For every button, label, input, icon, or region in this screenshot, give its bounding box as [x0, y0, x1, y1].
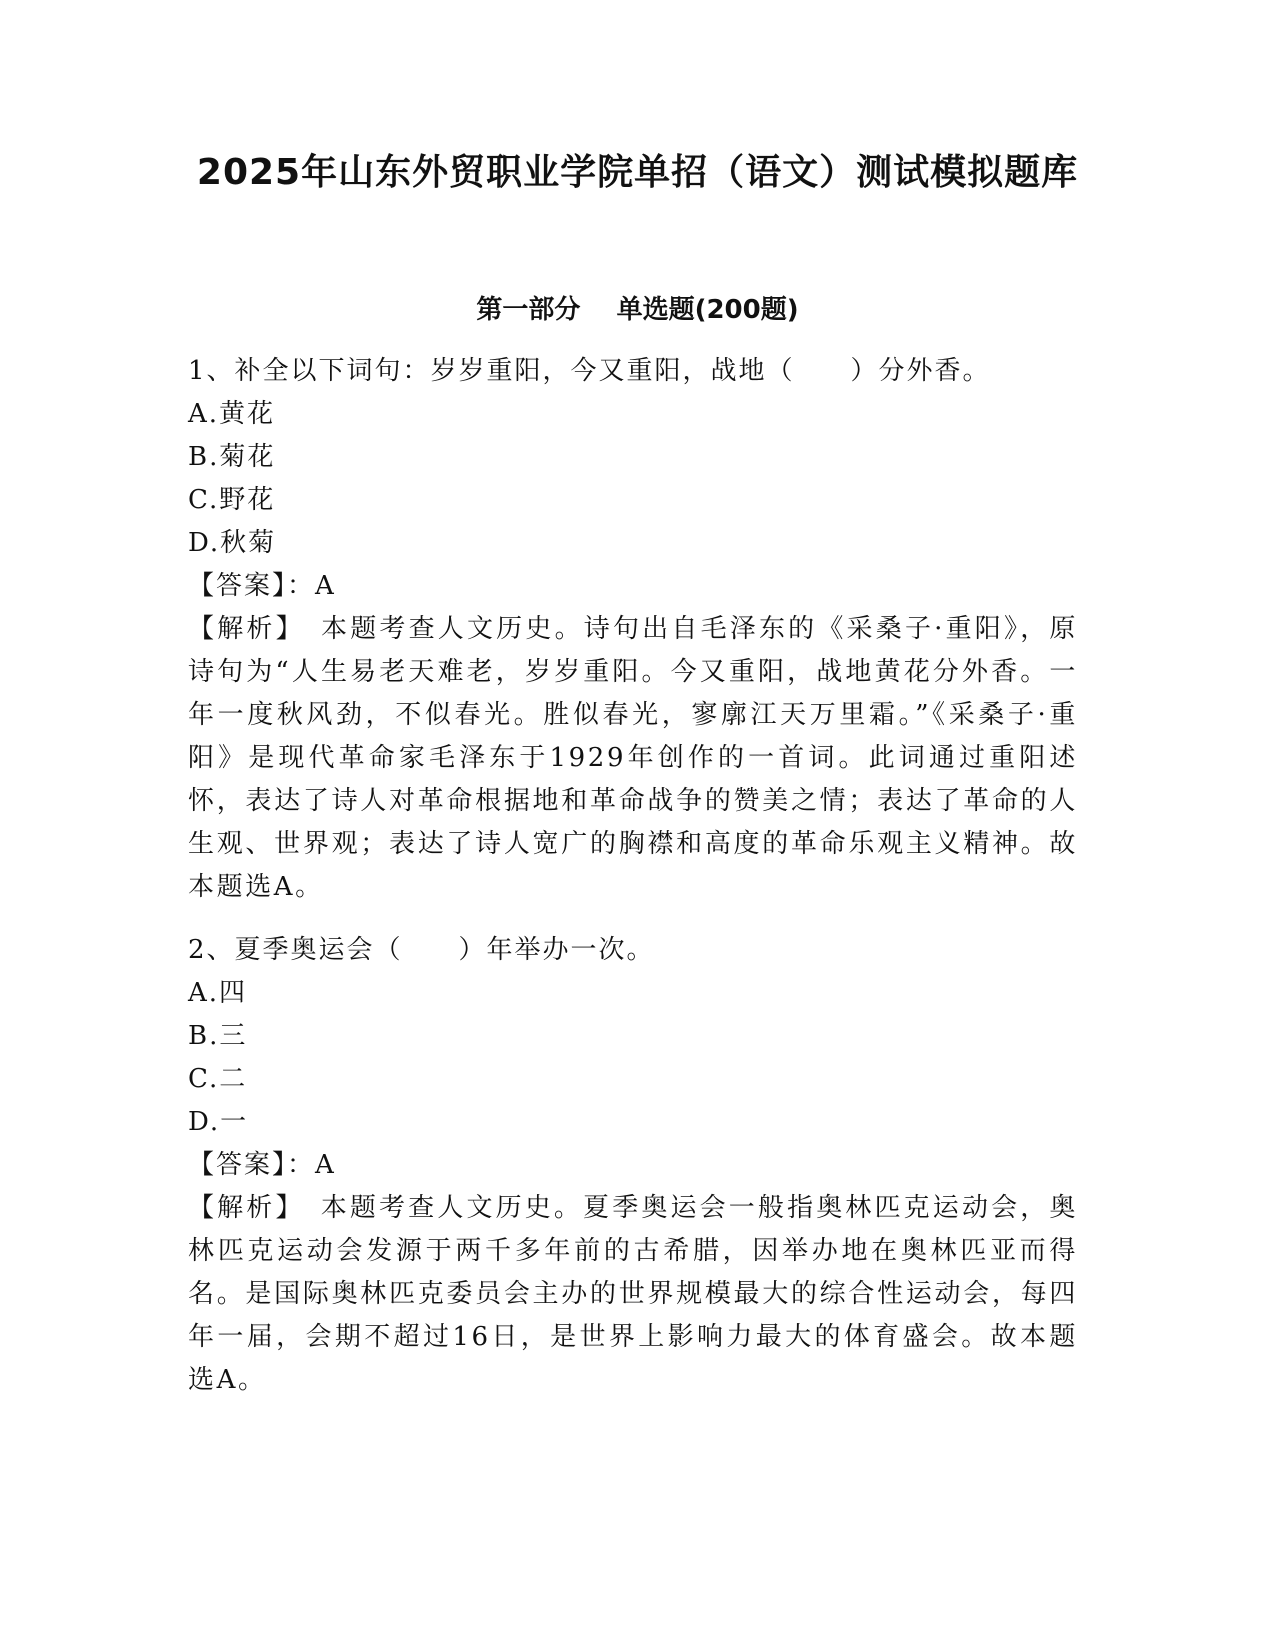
answer-label: 【答案】：: [188, 1150, 316, 1180]
answer-label: 【答案】：: [188, 571, 316, 601]
question-stem: 1、补全以下词句：岁岁重阳，今又重阳，战地（ ）分外香。: [188, 356, 991, 386]
analysis-text: 本题考查人文历史。夏季奥运会一般指奥林匹克运动会，奥林匹克运动会发源于两千多年前的古希腊，因举办地在奥林匹亚而得名。是国际奥林匹克委员会主办的世界规模最大的综合性运动会，每四年一届，会期不超过16日，是世界上影响力最大的体育盛会。故本题选A。: [188, 1193, 1078, 1395]
option-d: D.秋菊: [188, 528, 277, 558]
option-c: C.二: [188, 1064, 248, 1094]
option-d: D.一: [188, 1107, 249, 1137]
answer-value: A: [315, 571, 336, 601]
option-b: B.三: [188, 1021, 248, 1051]
question-block: [188, 929, 1078, 1402]
question-list: [188, 350, 1078, 1402]
answer-line: [188, 1144, 1078, 1187]
question-stem: 2、夏季奥运会（ ）年举办一次。: [188, 935, 655, 965]
option-a: A.四: [188, 978, 248, 1008]
answer-line: [188, 565, 1078, 608]
analysis-paragraph: [188, 1187, 1078, 1402]
option-c: C.野花: [188, 485, 276, 515]
option-b: B.菊花: [188, 442, 276, 472]
analysis-text: 本题考查人文历史。诗句出自毛泽东的《采桑子·重阳》，原诗句为“人生易老天难老，岁岁重阳。今又重阳，战地黄花分外香。一年一度秋风劲，不似春光。胜似春光，寥廓江天万里霜。”《采桑子·重阳》是现代革命家毛泽东于1929年创作的一首词。此词通过重阳述怀，表达了诗人对革命根据地和革命战争的赞美之情；表达了革命的人生观、世界观；表达了诗人宽广的胸襟和高度的革命乐观主义精神。故本题选A。: [188, 614, 1078, 902]
analysis-paragraph: [188, 608, 1078, 909]
answer-value: A: [315, 1150, 336, 1180]
analysis-label: 【解析】: [188, 614, 321, 644]
question-block: [188, 350, 1078, 909]
section-heading: 第一部分 单选题(200题): [476, 295, 799, 325]
document-title: 2025年山东外贸职业学院单招（语文）测试模拟题库: [196, 152, 1079, 193]
analysis-label: 【解析】: [188, 1193, 321, 1223]
option-a: A.黄花: [188, 399, 276, 429]
